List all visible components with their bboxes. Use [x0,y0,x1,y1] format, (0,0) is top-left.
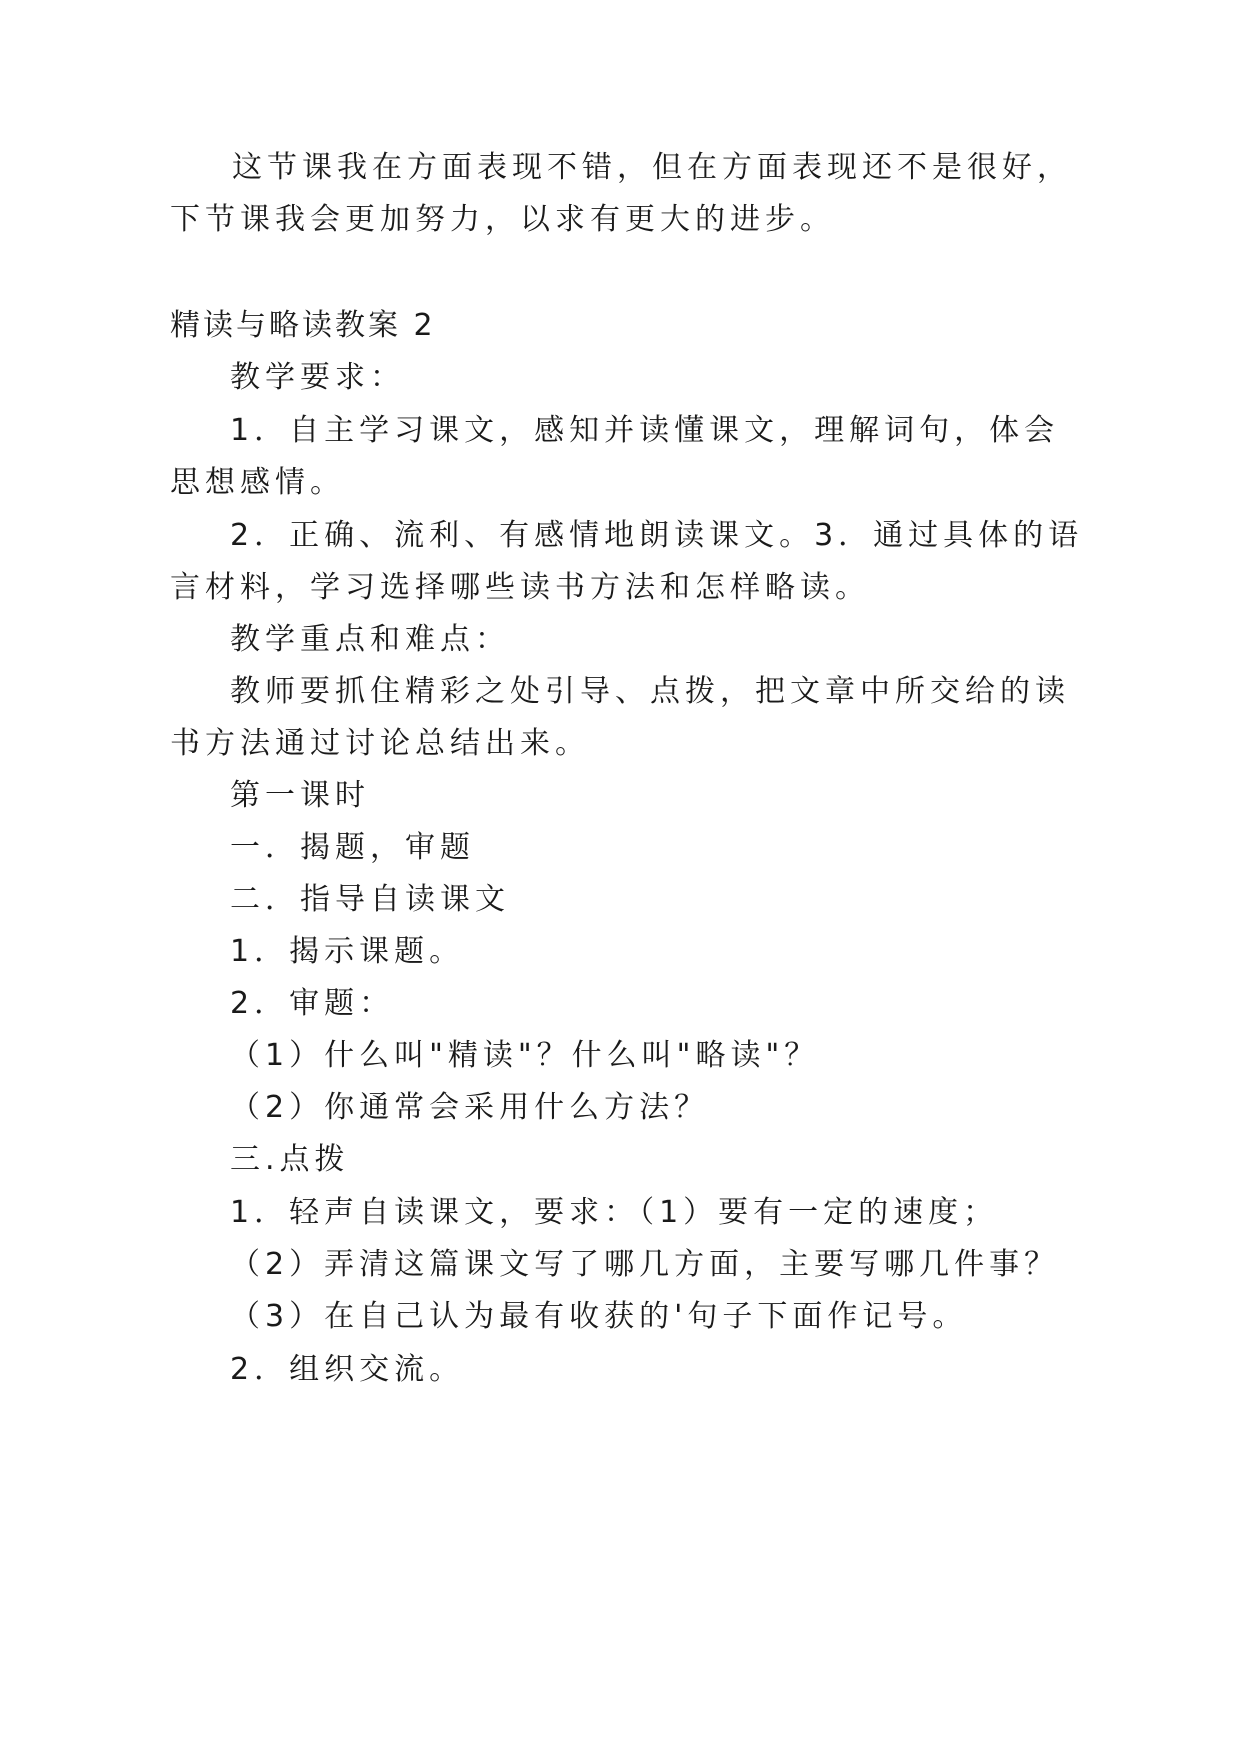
step-3: 三.点拨 [230,1142,350,1177]
requirement-2-line-2: 言材料，学习选择哪些读书方法和怎样略读。 [170,570,870,605]
lesson-one-heading: 第一课时 [230,778,370,813]
question-1: （1）什么叫"精读"？什么叫"略读"？ [230,1038,820,1073]
requirements-heading: 教学要求： [230,360,405,395]
step-2-item-2: 2．审题： [230,986,395,1021]
requirement-1-line-2: 思想感情。 [170,465,345,500]
step-2: 二．指导自读课文 [230,882,510,917]
requirement-1-line-1: 1．自主学习课文，感知并读懂课文，理解词句，体会 [230,413,1060,448]
document-title: 精读与略读教案 2 [170,308,436,343]
step-2-item-1: 1．揭示课题。 [230,934,465,969]
focus-line-2: 书方法通过讨论总结出来。 [170,726,590,761]
requirement-2-line-1: 2．正确、流利、有感情地朗读课文。3．通过具体的语 [230,518,1084,553]
intro-line-1: 这节课我在方面表现不错，但在方面表现还不是很好， [232,150,1072,185]
focus-line-1: 教师要抓住精彩之处引导、点拨，把文章中所交给的读 [230,674,1070,709]
step-3-item-2: 2．组织交流。 [230,1352,465,1387]
step-3-item-1: 1．轻声自读课文，要求：（1）要有一定的速度； [230,1195,999,1230]
step-3-sub-2: （2）弄清这篇课文写了哪几方面，主要写哪几件事？ [230,1247,1060,1282]
step-1: 一．揭题，审题 [230,830,475,865]
step-3-sub-3: （3）在自己认为最有收获的'句子下面作记号。 [230,1299,968,1334]
intro-line-2: 下节课我会更加努力，以求有更大的进步。 [170,202,835,237]
question-2: （2）你通常会采用什么方法？ [230,1090,710,1125]
focus-heading: 教学重点和难点： [230,622,510,657]
